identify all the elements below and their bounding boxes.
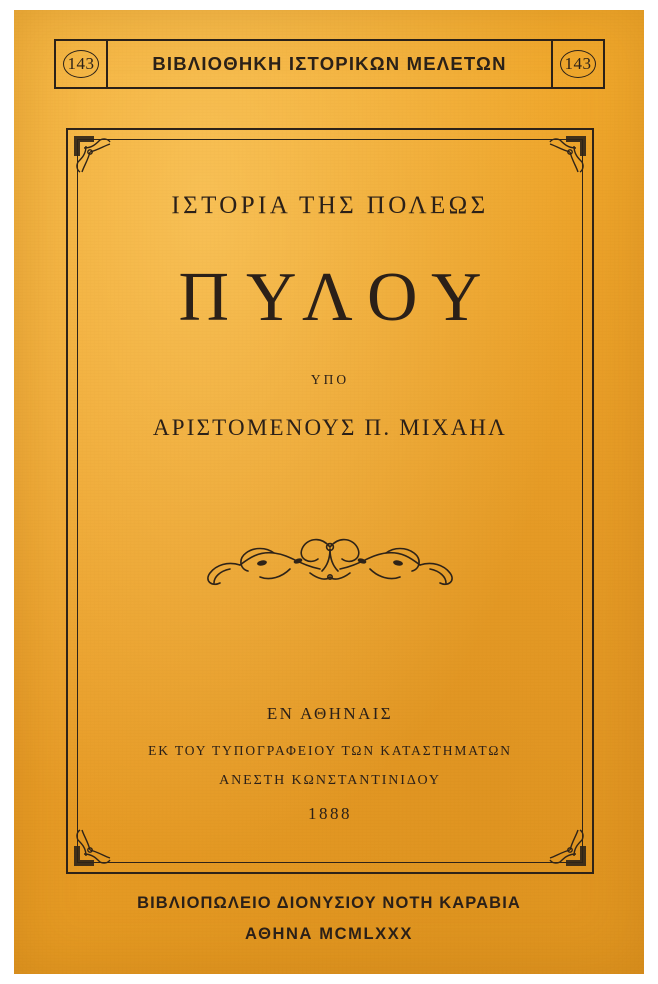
decorative-frame — [66, 128, 594, 874]
page-title: ΠΥΛΟΥ — [178, 259, 499, 336]
series-number-right: 143 — [560, 50, 596, 78]
series-number-left-box — [56, 41, 108, 87]
imprint-printer-line-2: ΑΝΕΣΤΗ ΚΩΝΣΤΑΝΤΙΝΙΔΟΥ — [219, 773, 441, 788]
series-number-left: 143 — [63, 50, 99, 78]
publisher-city-year: ΑΘΗΝΑ MCMLXXX — [245, 925, 413, 943]
imprint-year: 1888 — [308, 804, 352, 823]
series-number-right-box — [551, 41, 603, 87]
imprint-printer-line-1: ΕΚ ΤΟΥ ΤΥΠΟΓΡΑΦΕΙΟΥ ΤΩΝ ΚΑΤΑΣΤΗΜΑΤΩΝ — [148, 743, 512, 758]
series-band — [54, 39, 605, 89]
publisher-name: ΒΙΒΛΙΟΠΩΛΕΙΟ ΔΙΟΝΥΣΙΟΥ ΝΟΤΗ ΚΑΡΑΒΙΑ — [137, 894, 521, 912]
imprint-place: ΕΝ ΑΘΗΝΑΙΣ — [266, 704, 394, 723]
series-title: ΒΙΒΛΙΟΘΗΚΗ ΙΣΤΟΡΙΚΩΝ ΜΕΛΕΤΩΝ — [152, 53, 507, 74]
byline-label: ΥΠΟ — [310, 372, 350, 387]
book-cover — [14, 10, 644, 974]
cover-content — [68, 130, 592, 872]
floral-ornament-icon — [170, 525, 490, 595]
title-line-1: ΙΣΤΟΡΙΑ ΤΗΣ ΠΟΛΕΩΣ — [171, 192, 489, 219]
author-name: ΑΡΙΣΤΟΜΕΝΟΥΣ Π. ΜΙΧΑΗΛ — [152, 415, 508, 440]
